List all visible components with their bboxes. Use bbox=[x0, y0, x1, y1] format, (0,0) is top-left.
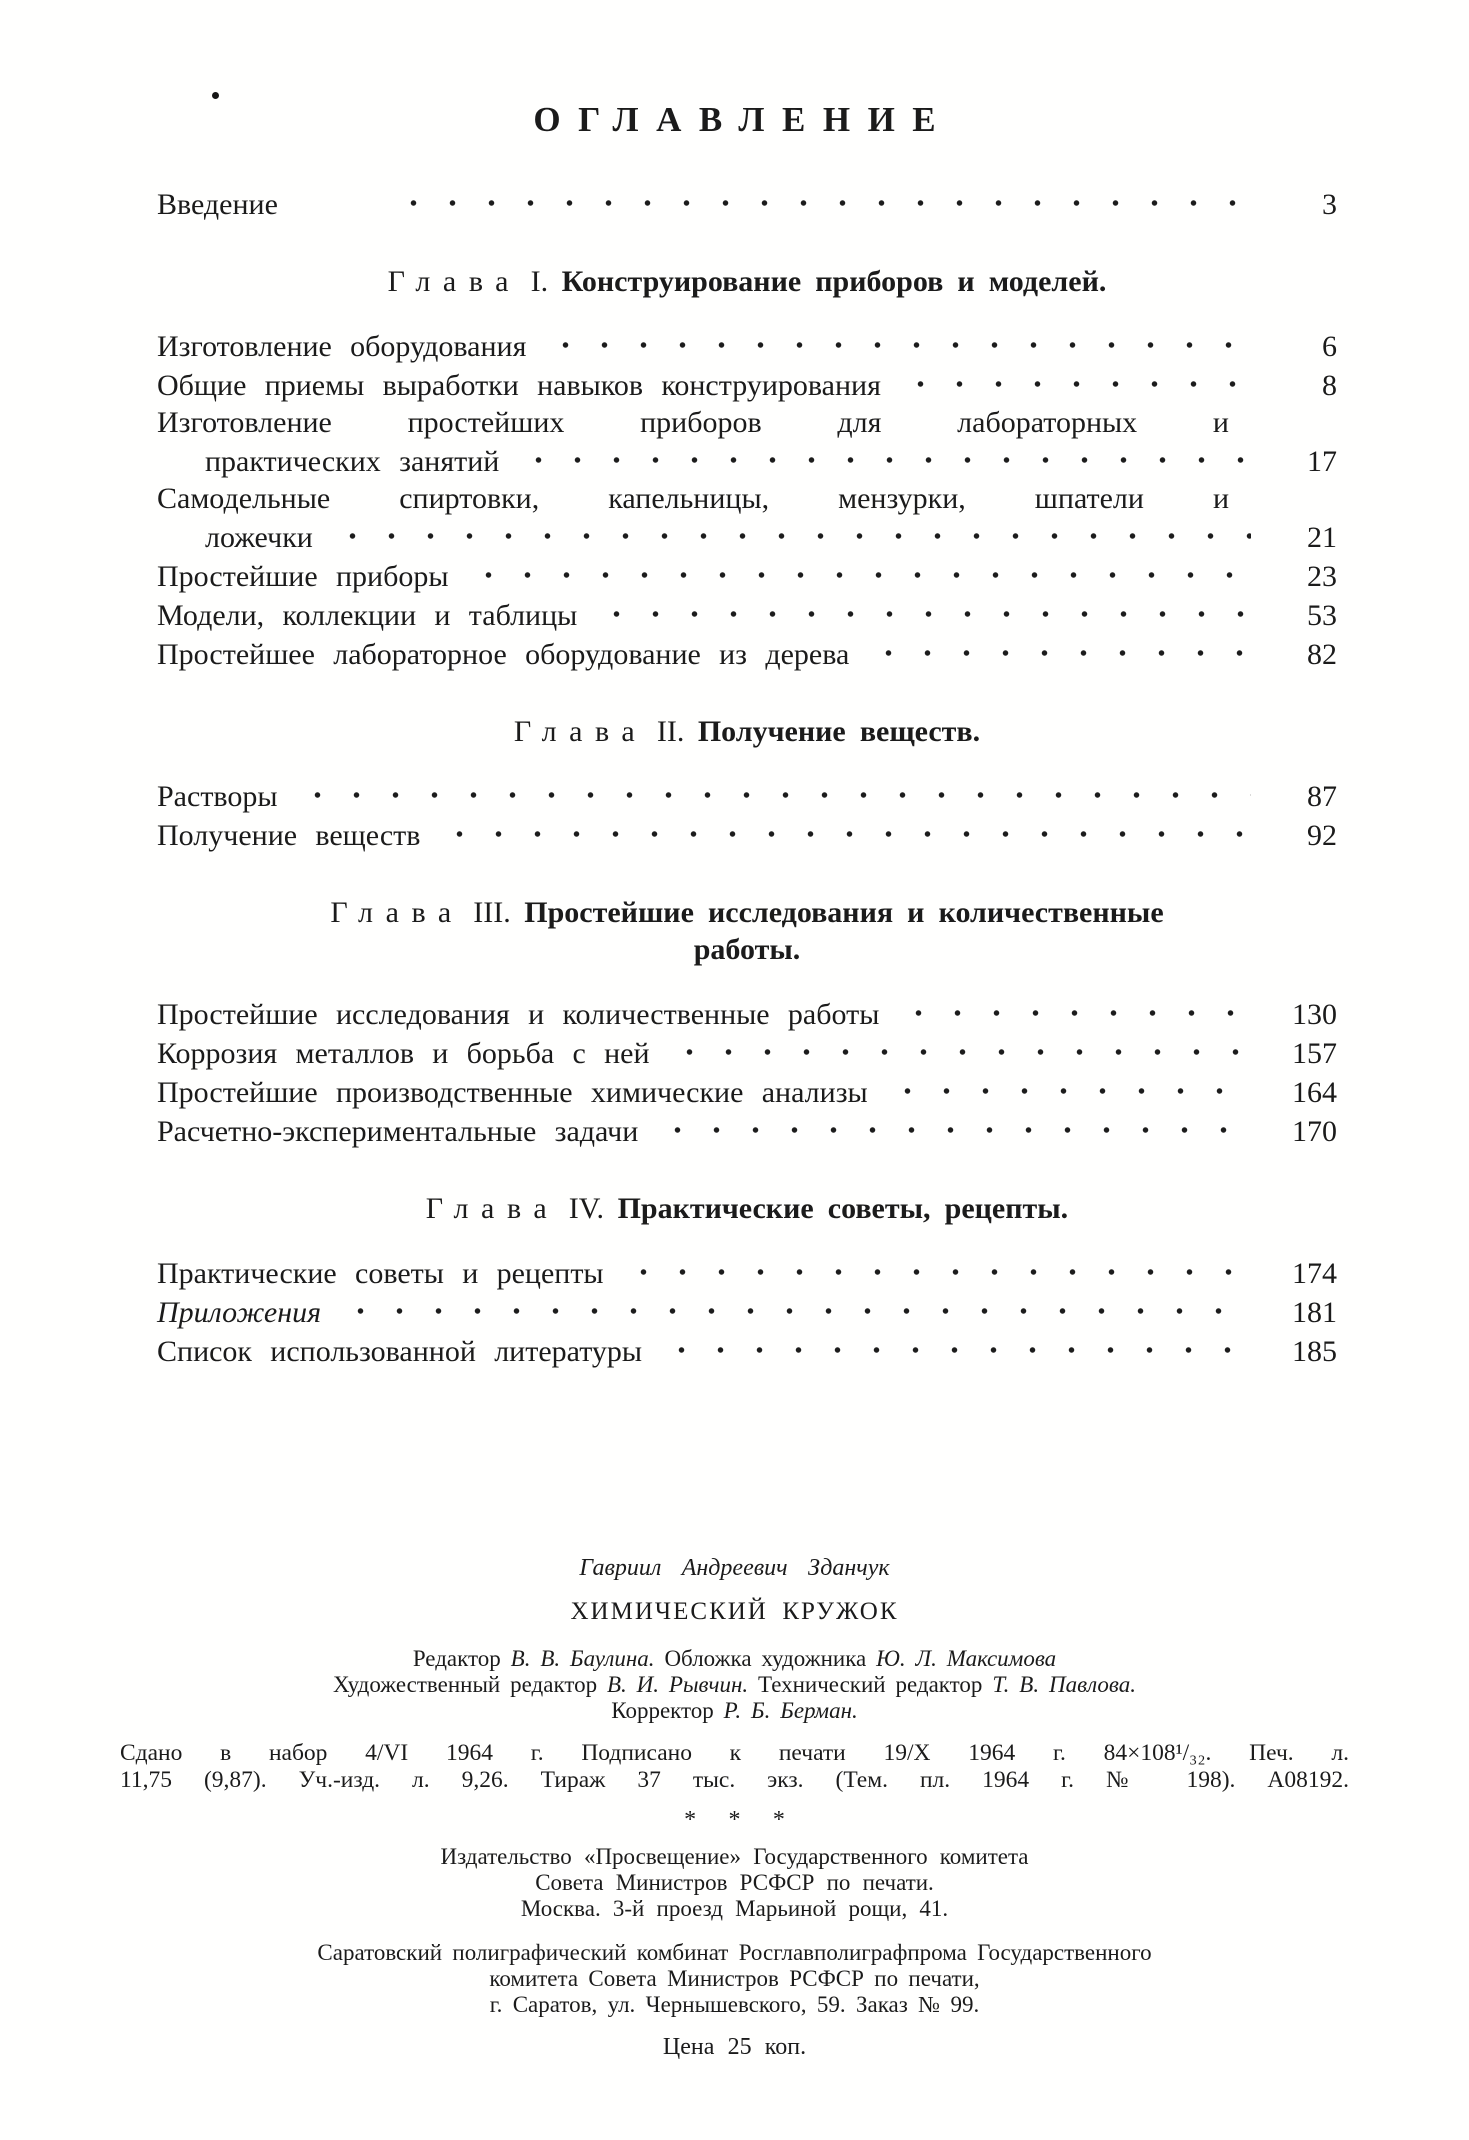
print-data-line: 11,75 (9,87). Уч.-изд. л. 9,26. Тираж 37 тыс. экз. (Тем. пл. 1964 г. № 198). А08192. bbox=[120, 1767, 1349, 1793]
page-number: 185 bbox=[1292, 1335, 1337, 1368]
chapter-label: Глава bbox=[387, 265, 522, 298]
toc-row bbox=[157, 1292, 1337, 1331]
printer-line: Саратовский полиграфический комбинат Росглавполиграфпрома Государственного bbox=[317, 1940, 1152, 1965]
toc-row bbox=[157, 184, 1337, 223]
page-number: 164 bbox=[1292, 1076, 1337, 1109]
dot-leader bbox=[666, 1033, 1251, 1063]
dot-leader bbox=[884, 1072, 1251, 1102]
price-label: Цена 25 коп. bbox=[662, 2034, 807, 2060]
page-number: 174 bbox=[1292, 1257, 1337, 1290]
chapter-numeral: III. bbox=[465, 896, 519, 929]
print-data-line: Сдано в набор 4/VI 1964 г. Подписано к печати 19/X 1964 г. 84×108¹/₃₂. Печ. л. bbox=[120, 1740, 1349, 1766]
chapter-label: Глава bbox=[330, 896, 464, 929]
toc-entry-text: Модели, коллекции и таблицы bbox=[157, 599, 578, 632]
page-number: 157 bbox=[1292, 1037, 1337, 1070]
role-label: Редактор bbox=[412, 1646, 511, 1671]
toc-entry-text: Простейшие производственные химические анализы bbox=[157, 1076, 868, 1109]
editors-line bbox=[120, 1698, 1349, 1724]
toc-row bbox=[157, 1331, 1337, 1370]
chapter-label: Глава bbox=[513, 715, 648, 748]
dot-leader bbox=[593, 595, 1251, 625]
dot-leader bbox=[542, 326, 1251, 356]
page-number: 130 bbox=[1292, 998, 1337, 1031]
chapter-heading bbox=[157, 894, 1337, 968]
page-number: 53 bbox=[1307, 599, 1337, 632]
dot-leader bbox=[865, 634, 1251, 664]
page-number: 23 bbox=[1307, 560, 1337, 593]
publisher-line: Издательство «Просвещение» Государственного комитета bbox=[440, 1844, 1029, 1869]
editors-line bbox=[120, 1646, 1349, 1672]
toc-row bbox=[157, 1253, 1337, 1292]
dot-leader bbox=[515, 441, 1251, 471]
publisher-block bbox=[120, 1844, 1349, 1922]
chapter-heading bbox=[157, 1190, 1337, 1227]
printer-line: г. Саратов, ул. Чернышевского, 59. Заказ № 99. bbox=[489, 1992, 980, 2017]
toc-row bbox=[157, 365, 1337, 404]
page-number: 87 bbox=[1307, 780, 1337, 813]
page-number: 92 bbox=[1307, 819, 1337, 852]
toc-entry-text: Коррозия металлов и борьба с ней bbox=[157, 1037, 650, 1070]
chapter-heading bbox=[157, 713, 1337, 750]
colophon bbox=[120, 1554, 1349, 2060]
dot-leader bbox=[337, 1292, 1251, 1322]
dot-leader bbox=[897, 365, 1251, 395]
role-label: Технический редактор bbox=[748, 1672, 993, 1697]
chapter-title: Простейшие исследования и количественные bbox=[524, 896, 1164, 929]
role-label: Художественный редактор bbox=[333, 1672, 607, 1697]
toc-entry-text: Простейшие исследования и количественные работы bbox=[157, 998, 880, 1031]
dot-leader bbox=[294, 776, 1251, 806]
editors-block bbox=[120, 1646, 1349, 1724]
toc-entry-text: Простейшее лабораторное оборудование из дерева bbox=[157, 638, 850, 671]
toc-row bbox=[157, 556, 1337, 595]
toc-sections bbox=[157, 263, 1337, 1370]
toc-row bbox=[157, 517, 1337, 556]
page-number: 82 bbox=[1307, 638, 1337, 671]
chapter-title: Конструирование приборов и моделей. bbox=[561, 265, 1107, 298]
page-number: 6 bbox=[1322, 330, 1337, 363]
toc-entry-text: Общие приемы выработки навыков конструирования bbox=[157, 369, 881, 402]
toc-row bbox=[157, 441, 1337, 480]
page-number: 21 bbox=[1307, 521, 1337, 554]
book-title: ХИМИЧЕСКИЙ КРУЖОК bbox=[570, 1598, 899, 1625]
toc-row: Изготовление простейших приборов для лабораторных и bbox=[157, 406, 1229, 439]
toc-entry-text: Приложения bbox=[157, 1296, 322, 1329]
dot-leader bbox=[658, 1331, 1251, 1361]
publisher-line: Москва. 3-й проезд Марьиной рощи, 41. bbox=[520, 1896, 949, 1921]
toc-row bbox=[157, 776, 1337, 815]
role-label: Обложка художника bbox=[654, 1646, 877, 1671]
ink-speck bbox=[212, 92, 219, 99]
toc-entry-text: Введение bbox=[157, 188, 278, 221]
toc-entry-text: Растворы bbox=[157, 780, 278, 813]
page-number: 17 bbox=[1307, 445, 1337, 478]
dot-leader bbox=[329, 517, 1251, 547]
dot-leader bbox=[620, 1253, 1251, 1283]
toc-row bbox=[157, 815, 1337, 854]
print-data-block bbox=[120, 1740, 1349, 1794]
separator-stars: * * * bbox=[684, 1807, 799, 1833]
toc-row bbox=[157, 994, 1337, 1033]
chapter-numeral: I. bbox=[523, 265, 556, 298]
person-name: Ю. Л. Максимова bbox=[876, 1646, 1057, 1671]
table-of-contents bbox=[157, 184, 1337, 1370]
page-number: 170 bbox=[1292, 1115, 1337, 1148]
dot-leader bbox=[390, 184, 1251, 214]
toc-entry-text: Расчетно-экспериментальные задачи bbox=[157, 1115, 639, 1148]
person-name: В. В. Баулина. bbox=[510, 1646, 655, 1671]
page-number: 181 bbox=[1292, 1296, 1337, 1329]
toc-entry-text: Список использованной литературы bbox=[157, 1335, 643, 1368]
author-name: Гавриил Андреевич Зданчук bbox=[579, 1555, 890, 1581]
toc-row bbox=[157, 326, 1337, 365]
toc-row bbox=[157, 634, 1337, 673]
editors-line bbox=[120, 1672, 1349, 1698]
toc-entry-text: практических занятий bbox=[205, 445, 500, 478]
toc-entry-text: ложечки bbox=[205, 521, 313, 554]
toc-entry-text: Простейшие приборы bbox=[157, 560, 449, 593]
dot-leader bbox=[895, 994, 1251, 1024]
chapter-title: Практические советы, рецепты. bbox=[617, 1192, 1069, 1225]
toc-entry-text: Изготовление оборудования bbox=[157, 330, 527, 363]
publisher-line: Совета Министров РСФСР по печати. bbox=[535, 1870, 934, 1895]
toc-row bbox=[157, 1072, 1337, 1111]
chapter-title: работы. bbox=[693, 933, 801, 966]
toc-row bbox=[157, 1033, 1337, 1072]
dot-leader bbox=[654, 1111, 1251, 1141]
toc-row: Самодельные спиртовки, капельницы, мензурки, шпатели и bbox=[157, 482, 1229, 515]
chapter-numeral: II. bbox=[649, 715, 692, 748]
chapter-heading bbox=[157, 263, 1337, 300]
dot-leader bbox=[465, 556, 1251, 586]
chapter-label: Глава bbox=[425, 1192, 560, 1225]
printer-block bbox=[120, 1940, 1349, 2018]
printer-line: комитета Совета Министров РСФСР по печати, bbox=[489, 1966, 980, 1991]
toc-row bbox=[157, 595, 1337, 634]
page-title: ОГЛАВЛЕНИЕ bbox=[533, 100, 954, 139]
dot-leader bbox=[436, 815, 1251, 845]
toc-entry-text: Практические советы и рецепты bbox=[157, 1257, 604, 1290]
person-name: Р. Б. Берман. bbox=[723, 1698, 858, 1723]
page-number: 3 bbox=[1322, 188, 1337, 221]
person-name: Т. В. Павлова. bbox=[992, 1672, 1136, 1697]
chapter-numeral: IV. bbox=[561, 1192, 612, 1225]
person-name: В. И. Рывчин. bbox=[606, 1672, 749, 1697]
chapter-title: Получение веществ. bbox=[697, 715, 981, 748]
role-label: Корректор bbox=[611, 1698, 724, 1723]
page-number: 8 bbox=[1322, 369, 1337, 402]
toc-row bbox=[157, 1111, 1337, 1150]
toc-entry-text: Получение веществ bbox=[157, 819, 421, 852]
